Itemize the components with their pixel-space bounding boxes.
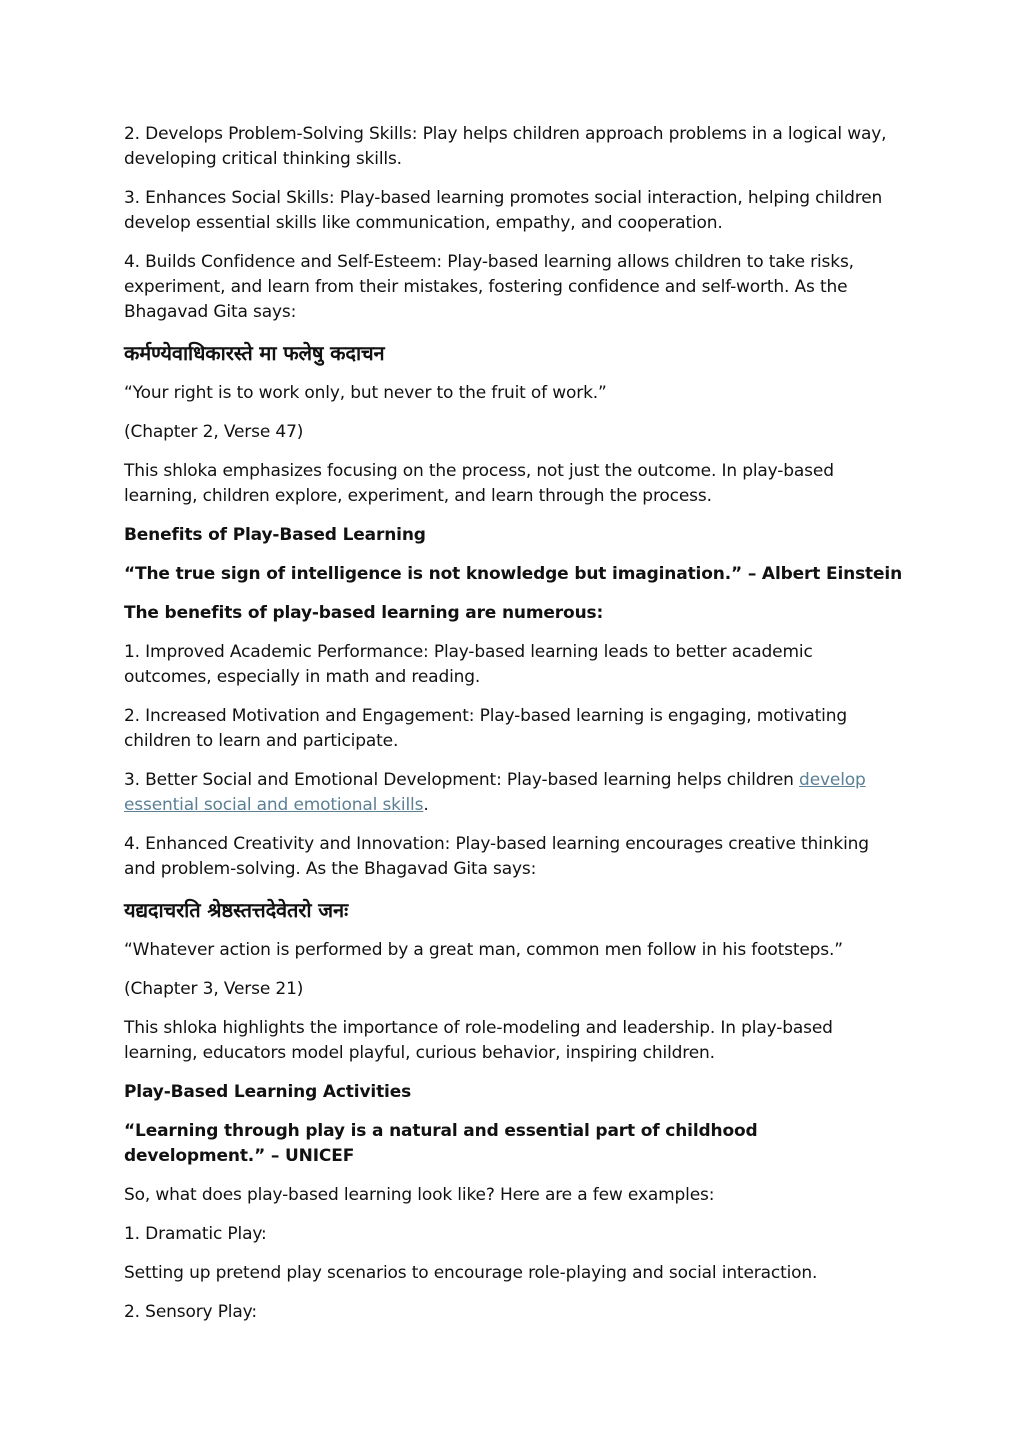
shloka-explanation-2: This shloka highlights the importance of role-modeling and leadership. In play-based learning, educators model playful, curious behavior, inspiring children. [124,1018,833,1063]
benefit-item-creativity: 4. Enhanced Creativity and Innovation: Play-based learning encourages creative thinking and problem-solving. As the Bhagavad Gita says: [124,834,869,879]
activity-item-dramatic-desc: Setting up pretend play scenarios to encourage role-playing and social interaction. [124,1263,818,1283]
document-page [124,122,904,1339]
shloka-sanskrit-2: यद्यदाचरति श्रेष्ठस्तत्तदेवेतरो जनः [124,898,348,922]
section-heading-benefits: Benefits of Play-Based Learning [124,525,426,545]
benefit-item-academic: 1. Improved Academic Performance: Play-based learning leads to better academic outcomes, especially in math and reading. [124,642,813,687]
section-heading-activities: Play-Based Learning Activities [124,1082,412,1102]
benefits-intro: The benefits of play-based learning are numerous: [124,603,604,623]
shloka-reference-2: (Chapter 3, Verse 21) [124,979,304,999]
paragraph-social-skills: 3. Enhances Social Skills: Play-based learning promotes social interaction, helping children develop essential skills like communication, empathy, and cooperation. [124,188,883,233]
activity-item-sensory-title: 2. Sensory Play: [124,1302,257,1322]
shloka-reference-1: (Chapter 2, Verse 47) [124,422,304,442]
shloka-translation-2: “Whatever action is performed by a great man, common men follow in his footsteps.” [124,940,843,960]
benefit-item-social-emotional [124,768,904,818]
benefit-item-3-suffix: . [423,795,429,815]
activity-item-dramatic-title: 1. Dramatic Play: [124,1224,267,1244]
shloka-sanskrit-1: कर्मण्येवाधिकारस्ते मा फलेषु कदाचन [124,341,385,365]
activities-intro: So, what does play-based learning look like? Here are a few examples: [124,1185,715,1205]
quote-unicef: “Learning through play is a natural and essential part of childhood development.” – UNICEF [124,1121,758,1166]
social-emotional-skills-link[interactable]: develop essential social and emotional skills [124,770,866,815]
quote-einstein: “The true sign of intelligence is not knowledge but imagination.” – Albert Einstein [124,564,903,584]
benefit-item-motivation: 2. Increased Motivation and Engagement: Play-based learning is engaging, motivating children to learn and participate. [124,706,848,751]
shloka-explanation-1: This shloka emphasizes focusing on the process, not just the outcome. In play-based learning, children explore, experiment, and learn through the process. [124,461,834,506]
paragraph-confidence: 4. Builds Confidence and Self-Esteem: Play-based learning allows children to take risks, experiment, and learn from their mistakes, fostering confidence and self-worth. As the Bhagavad Gita says: [124,252,854,322]
shloka-translation-1: “Your right is to work only, but never to the fruit of work.” [124,383,607,403]
benefit-item-3-prefix: 3. Better Social and Emotional Development: Play-based learning helps children [124,770,800,790]
paragraph-problem-solving: 2. Develops Problem-Solving Skills: Play helps children approach problems in a logical way, developing critical thinking skills. [124,124,887,169]
